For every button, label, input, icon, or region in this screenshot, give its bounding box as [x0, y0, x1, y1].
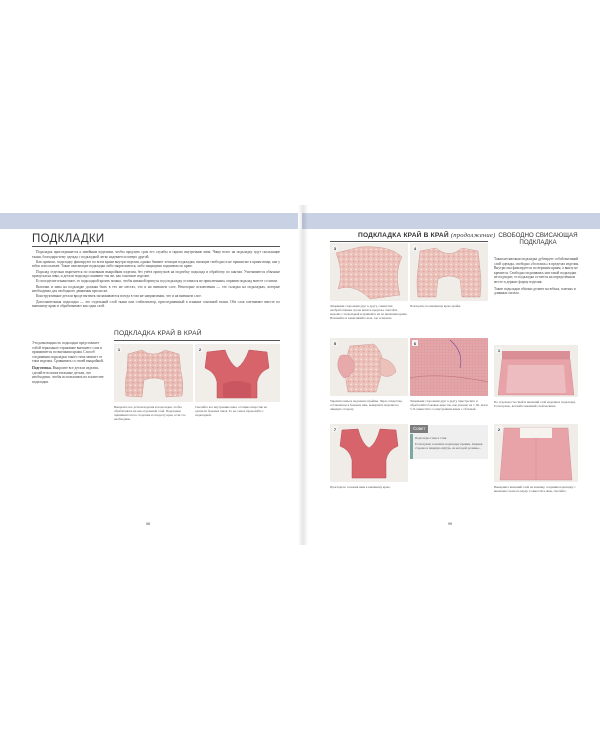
side-paragraph: Такие подкладки обычно делают на юбках, платьях и длинных пальто. — [494, 286, 576, 296]
step-photo-7 — [330, 424, 408, 482]
intro-paragraph: Конструктивные детали вроде вытачек заглаживаются всегда в том же направлении, что и на внешнем слое. — [36, 294, 202, 299]
step-caption-4: Повторите по внешнему краю пройм. — [410, 304, 462, 308]
header-band-left — [0, 213, 298, 229]
side-title: СВОБОДНО СВИСАЮЩАЯ ПОДКЛАДКА — [498, 232, 578, 247]
step-photo-1 — [114, 344, 193, 402]
step-caption-7: Прогладьте, заложив швы к внешнему краю. — [330, 485, 391, 489]
intro-paragraph: Дополнительная подкладка — это отдельный слой ткани или стабилизатор, присоединенный к изнанке основной ткани. Оба слоя сметывают вместе по внешнему краю и обрабатывают как один слой. — [32, 299, 280, 309]
turning-out-image — [330, 338, 408, 396]
tip-subtitle: Подкладка стык в стык — [415, 436, 447, 440]
red-vest-image — [195, 344, 280, 402]
step-caption-5: Укрепите швы и надсеките проймы. Через отверстие, оставленное в боковом шве, выверните изделие на лицевую сторону. — [330, 399, 403, 411]
intro-paragraph: Как правило, подкладку фиксируют по всем краям внутри изделия, однако бывают летящие подкладки, висящие свободно и не пришитые к краям вещи, как у юбок или платьев. Такие свисающие подкладки либо закрепляются, либо защищены подшивом по краю. — [32, 259, 280, 269]
step-number-badge: 4 — [413, 245, 417, 251]
side-step-caption-1: По отдельности сшейте внешний слой изделия и подкладку. Если нужно, втачайте внешний слой молнию. — [494, 400, 576, 408]
side-paragraph: Такая несквозная подкладка дублирует собой внешний слой одежды, свободно «болтаясь» в пределах изделия. Внутри она фиксируется по верхним краям, а внизу не крепится. Свободно подшиваясь низ такой подкладки не подходит, то подкладка остается на определённом месте и держит форму изделия. — [494, 257, 579, 284]
step-number-badge: 5 — [333, 340, 337, 346]
intro-paragraph: Если изделие изнаночное, то подкладкой кроить можно, чтобы никакой припуск под подкладку оставался не приклеенным, оправив подклад вместе со швом. — [36, 279, 278, 284]
title-rule — [32, 246, 280, 247]
step-number-badge: 3 — [333, 245, 337, 251]
tip-text: Если нужно заложить подкладку краями, лицевая сторона в лицевую внутрь, на которой должны... — [415, 442, 483, 450]
intro-text — [32, 250, 280, 309]
page-gutter — [298, 205, 308, 545]
skirt-lining-image — [494, 345, 578, 397]
section-rule — [114, 340, 280, 341]
step-number-badge: 2 — [497, 426, 501, 432]
step-caption-2: Сметайте все внутренние швы, оставив отверстие на одном из боковых швов. То же самое проделайте с подкладкой. — [195, 405, 267, 417]
page-number-right: 99 — [448, 522, 452, 526]
step-number-badge: 7 — [333, 426, 337, 432]
tip-box — [410, 425, 488, 459]
side-step-caption-2: Выверните внешний слой на изнанку, соединив подкладку с внешним слоем по верху. Совместите швы, сметайте. — [494, 485, 576, 493]
step-caption-1: Выкроите все детали изделия и подкладки, чтобы обрабатывать их как отдельный слой. Подкладки пришиваются по сторонам и отвороту края, если это необходимо. — [114, 405, 186, 421]
finished-red-vest-image — [330, 424, 408, 482]
intro-paragraph: Подклад отдельно вырезается по основным выкройкам изделия, без учёта припусков на подгибку подклада и обработку по кантам. Учитываются обычные припуски на швы, и детали подклада сшивают так же, как основное изделие. — [32, 269, 280, 279]
prep-label: Подготовка. — [32, 365, 52, 370]
step-photo-6 — [410, 338, 488, 396]
floral-shaped-piece-image — [330, 243, 408, 301]
step-photo-2 — [195, 344, 280, 402]
section-body — [32, 341, 106, 385]
side-step-photo-1 — [494, 345, 578, 397]
step-number-badge: 1 — [497, 347, 501, 353]
step-photo-5 — [330, 338, 408, 396]
page-title: ПОДКЛАДКИ — [32, 233, 105, 245]
tip-accent-bar — [410, 434, 413, 459]
step-number-badge: 6 — [413, 340, 417, 346]
header-band-right — [302, 213, 600, 229]
floral-bodice-image — [114, 344, 193, 402]
skirt-inside-out-image — [494, 424, 578, 482]
intro-paragraph: Подкладка присоединяется к швейным изделиям, чтобы продлить срок его службы и скрыть внутренние швы. Чаще всего на подкладку идут скользящие ткани, благодаря чему одежда с подкладкой легко надевается поверх другой. — [32, 250, 280, 259]
prep-text: Выкроите все детали изделия, сделайте вспомогательные детали, что необходимо, чтобы использовать их в качестве подкладки. — [32, 365, 104, 384]
step-caption-6: Лицевыми сторонами друг к другу пристрочите и обработайте боковые швы так, как указано на с. 82, шаги 5–8 совместите со внутренним швом с обтачкой. — [410, 399, 488, 411]
step-photo-3 — [330, 243, 408, 301]
step-number-badge: 2 — [198, 346, 202, 352]
intro-paragraph: Вытачки и швы на подкладке должны быть в тех же местах, что и на внешнем слое. Некоторые исключения — это складки на подкладках, которые необходимы для свободного движения при носке. — [32, 284, 280, 294]
step-number-badge: 1 — [117, 346, 121, 352]
side-body — [494, 257, 580, 296]
section-title: ПОДКЛАДКА КРАЙ В КРАЙ — [114, 330, 202, 337]
step-caption-3: Лицевыми сторонами друг к другу, совместив необработанные срезы швов и прорезы, сметайте изделие с подкладкой и пришейте их по внешним краям. Начинайте и заканчивайте шов, где отмечено. — [330, 304, 408, 320]
floral-bodice-armhole-image — [410, 243, 488, 301]
pink-fabric-closeup-image — [410, 338, 488, 396]
section-title-suffix: (продолжение) — [450, 232, 496, 239]
section-title-text: ПОДКЛАДКА КРАЙ В КРАЙ — [358, 232, 449, 239]
page-number-left: 98 — [146, 522, 150, 526]
section-body-text: Эта разновидность подкладки представляет собой зеркальное отражение внешнего слоя и пришивается по внешним краям. Способ соединения подкладки такого типа зависит от типа изделия. Сравнивать со своей выкройкой. — [32, 341, 104, 364]
section-rule-right — [330, 241, 488, 242]
side-step-photo-2 — [494, 424, 578, 482]
section-title-continued — [358, 232, 495, 239]
step-photo-4 — [410, 243, 488, 301]
tip-label: Совет — [410, 425, 428, 433]
